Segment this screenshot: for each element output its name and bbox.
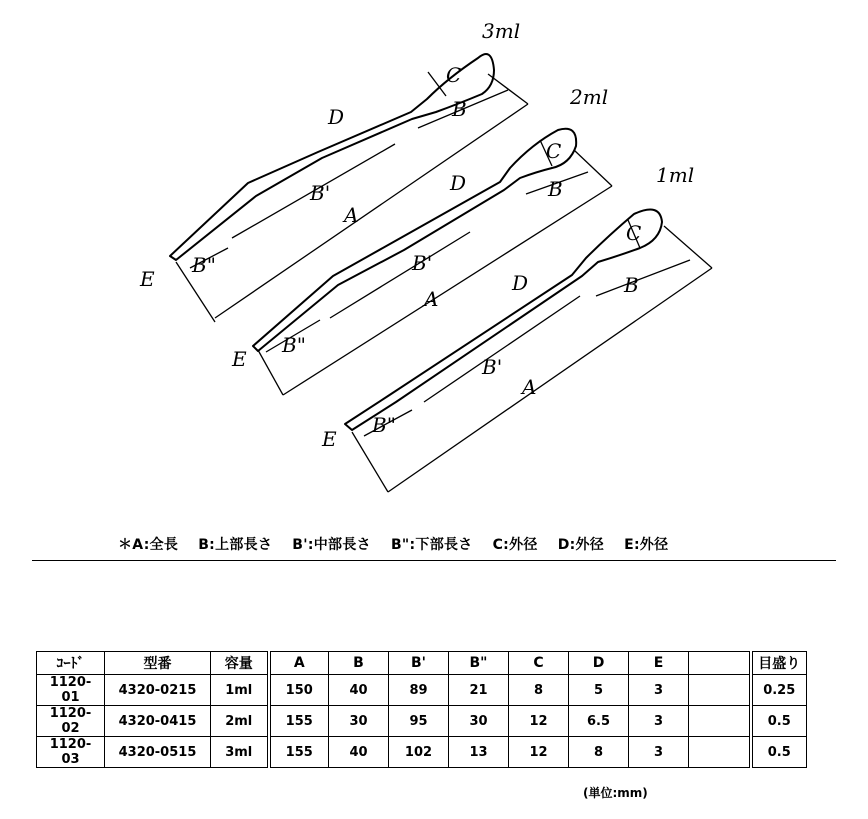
table-cell: 89 [389, 675, 449, 706]
dim-label-d: D [512, 271, 529, 295]
table-cell: 0.5 [751, 737, 807, 768]
table-header-row [37, 652, 807, 675]
table-cell: 8 [569, 737, 629, 768]
table-cell: 1120-03 [37, 737, 105, 768]
dim-label-b1: B' [412, 251, 433, 275]
dim-label-c: C [446, 63, 462, 87]
table-cell: 40 [329, 675, 389, 706]
volume-label-1ml: 1ml [656, 163, 695, 187]
table-cell [689, 706, 751, 737]
header-cell: D [569, 652, 629, 675]
header-cell: 容量 [211, 652, 269, 675]
legend-item: C:外径 [492, 537, 538, 553]
table-cell: 6.5 [569, 706, 629, 737]
dim-label-b: B [548, 177, 563, 201]
dim-label-a: A [344, 203, 359, 227]
table-cell: 2ml [211, 706, 269, 737]
table-cell: 4320-0215 [105, 675, 211, 706]
table-cell: 5 [569, 675, 629, 706]
table-cell: 21 [449, 675, 509, 706]
dim-label-b1: B' [482, 355, 503, 379]
header-cell: E [629, 652, 689, 675]
table-cell: 12 [509, 737, 569, 768]
header-cell: B [329, 652, 389, 675]
header-cell: B" [449, 652, 509, 675]
legend-item: B":下部長さ [390, 537, 473, 553]
dim-label-b1: B' [310, 181, 331, 205]
dim-label-e: E [232, 347, 247, 371]
header-cell: 型番 [105, 652, 211, 675]
header-cell [689, 652, 751, 675]
header-cell: ｺｰﾄﾞ [37, 652, 105, 675]
table-cell: 40 [329, 737, 389, 768]
table-cell: 1ml [211, 675, 269, 706]
dim-label-a: A [424, 287, 439, 311]
table-cell: 13 [449, 737, 509, 768]
table-cell: 155 [269, 706, 329, 737]
header-cell: 目盛り [751, 652, 807, 675]
divider [32, 560, 836, 561]
table-cell: 12 [509, 706, 569, 737]
dim-label-d: D [328, 105, 345, 129]
table-cell: 3 [629, 675, 689, 706]
dim-label-c: C [546, 139, 562, 163]
dim-label-e: E [140, 267, 155, 291]
table-cell: 30 [329, 706, 389, 737]
table-cell: 150 [269, 675, 329, 706]
table-cell: 0.5 [751, 706, 807, 737]
legend-item: ＊A:全長 [118, 537, 179, 553]
header-cell: C [509, 652, 569, 675]
header-cell: A [269, 652, 329, 675]
table-row [37, 706, 807, 737]
dim-label-b: B [452, 97, 467, 121]
legend-item: D:外径 [557, 537, 605, 553]
legend-item: B:上部長さ [198, 537, 273, 553]
table-cell: 8 [509, 675, 569, 706]
table-cell: 4320-0515 [105, 737, 211, 768]
header-cell: B' [389, 652, 449, 675]
table-cell [689, 737, 751, 768]
table-cell: 95 [389, 706, 449, 737]
table-row [37, 675, 807, 706]
dim-label-b: B [624, 273, 639, 297]
table-cell: 3ml [211, 737, 269, 768]
dim-label-a: A [522, 375, 537, 399]
dim-label-b2: B" [192, 253, 216, 277]
legend-item: B':中部長さ [292, 537, 371, 553]
table-cell: 0.25 [751, 675, 807, 706]
legend-item: E:外径 [624, 537, 669, 553]
dim-label-b2: B" [372, 413, 396, 437]
dimension-legend [118, 534, 688, 554]
dim-label-e: E [322, 427, 337, 451]
table-cell: 1120-01 [37, 675, 105, 706]
table-cell: 4320-0415 [105, 706, 211, 737]
table-cell: 3 [629, 706, 689, 737]
table-cell: 3 [629, 737, 689, 768]
table-cell: 1120-02 [37, 706, 105, 737]
dim-label-c: C [626, 221, 642, 245]
table-cell [689, 675, 751, 706]
volume-label-2ml: 2ml [570, 85, 609, 109]
table-cell: 30 [449, 706, 509, 737]
table-cell: 102 [389, 737, 449, 768]
dim-label-d: D [450, 171, 467, 195]
dim-label-b2: B" [282, 333, 306, 357]
unit-note: (単位:mm) [583, 786, 648, 800]
spec-table [36, 651, 807, 768]
table-cell: 155 [269, 737, 329, 768]
table-row [37, 737, 807, 768]
volume-label-3ml: 3ml [482, 19, 521, 43]
